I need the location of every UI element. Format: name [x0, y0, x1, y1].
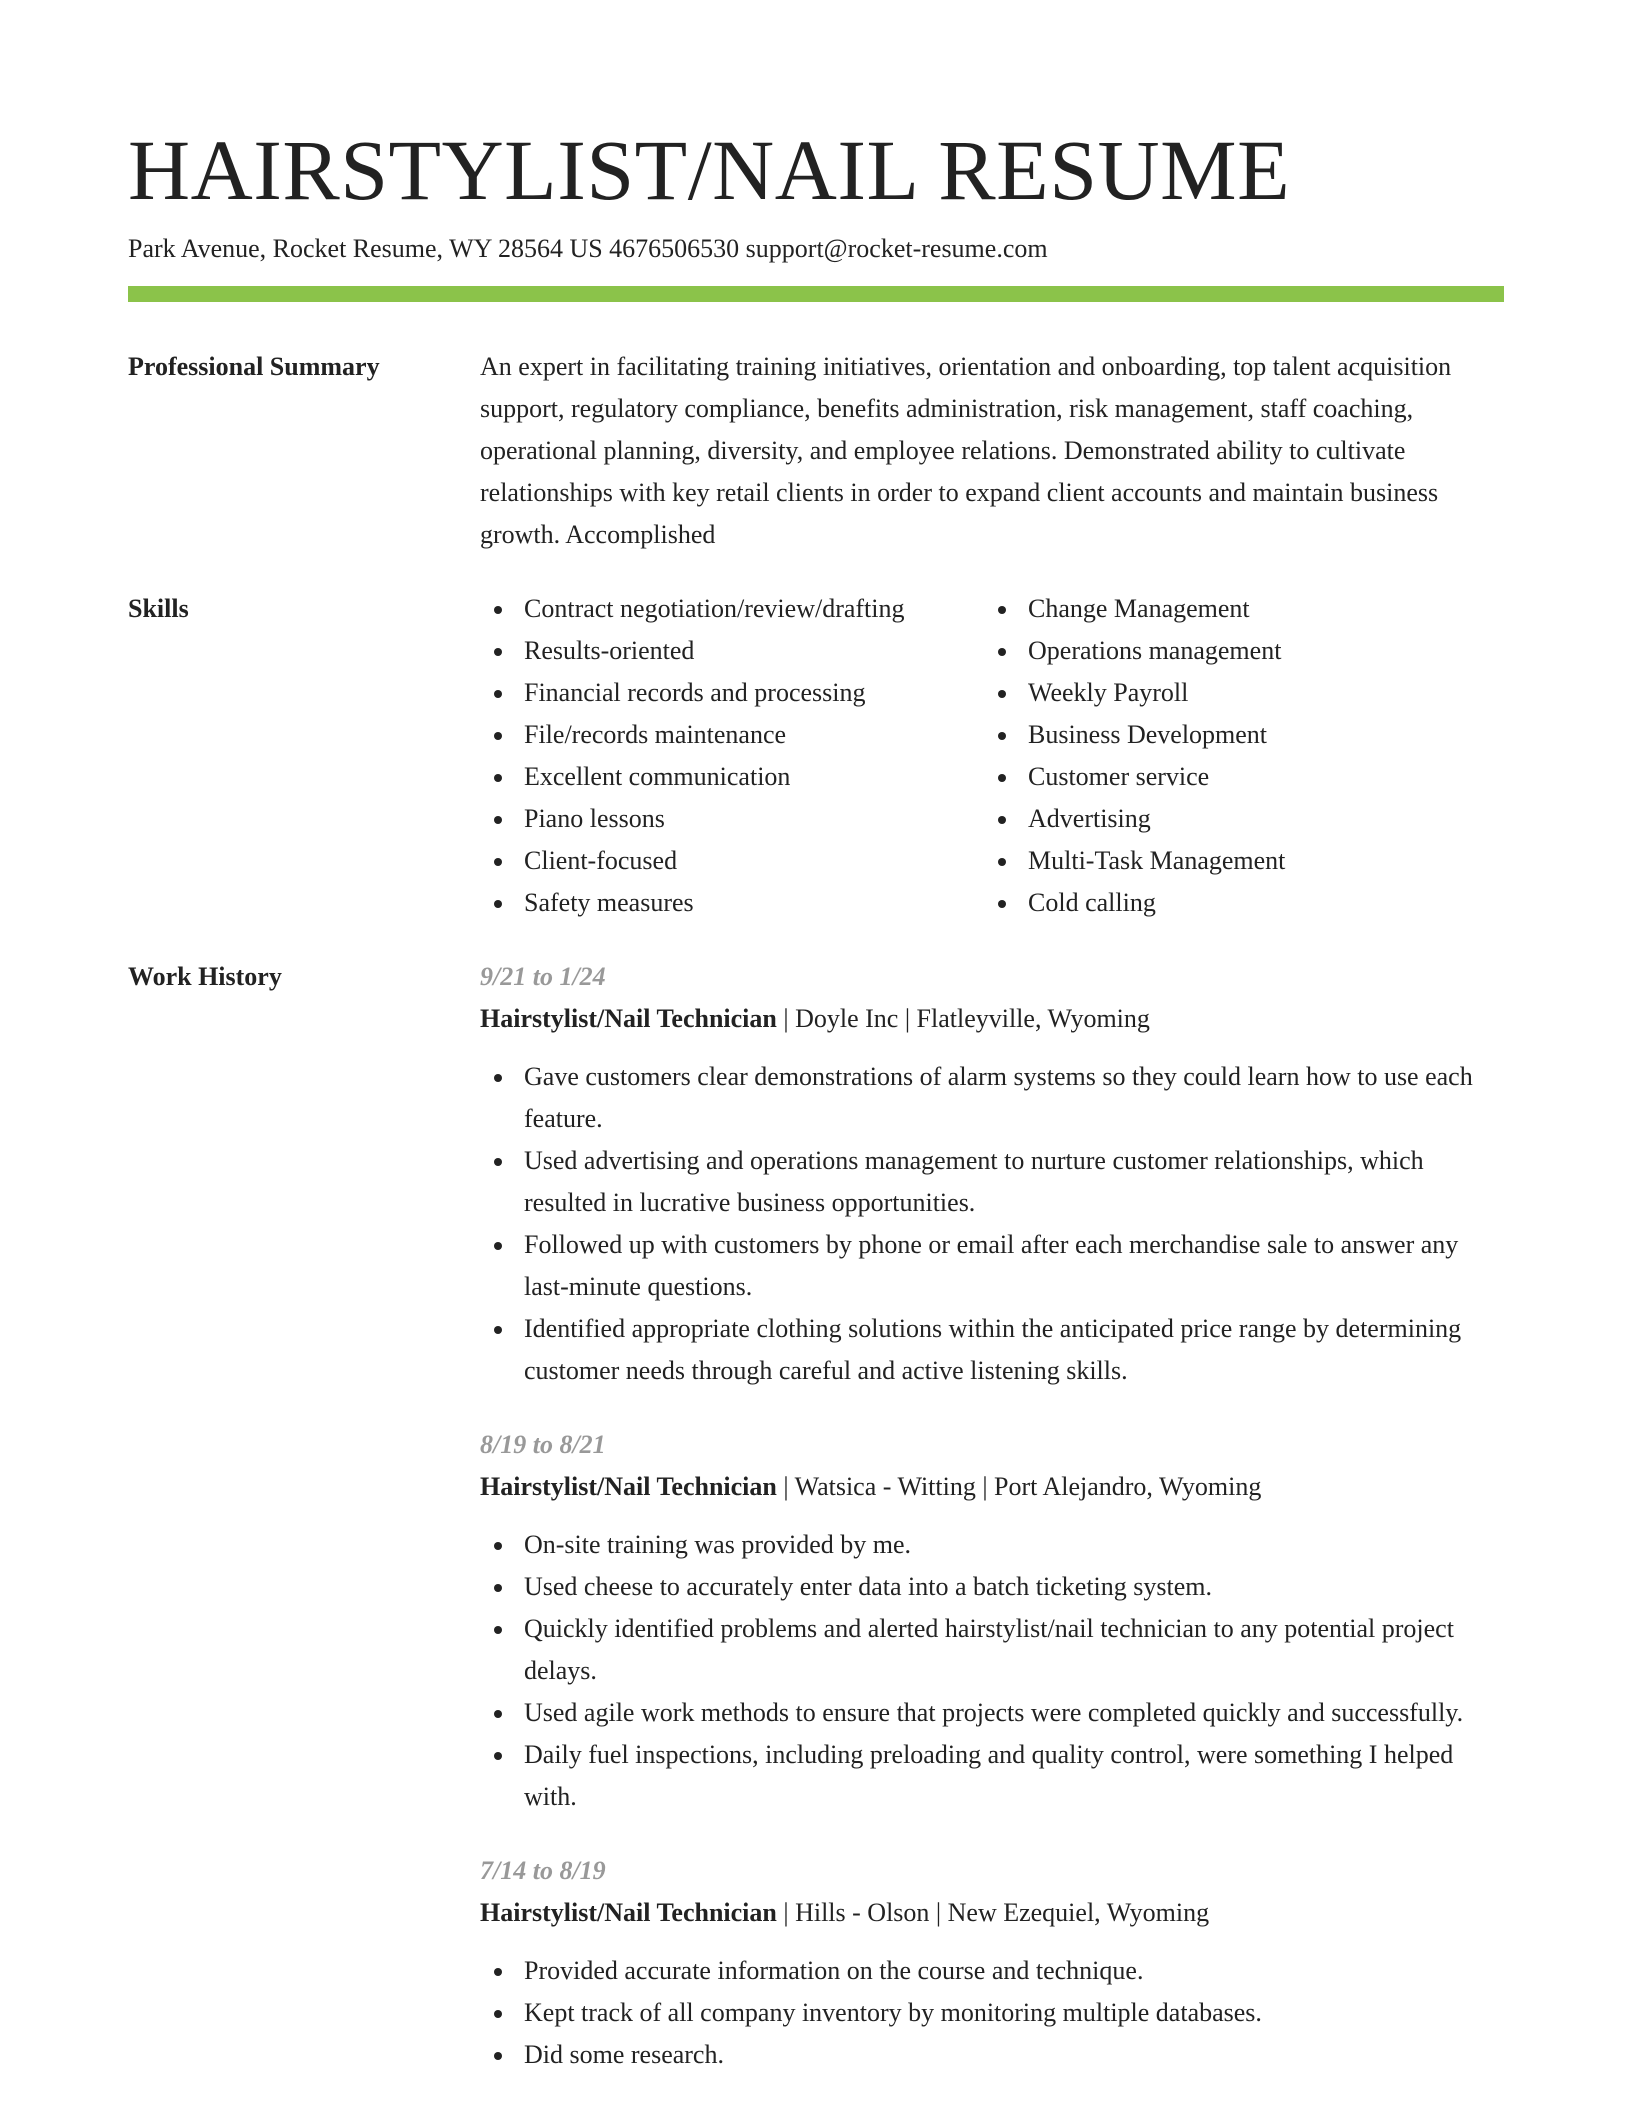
- job-entry: [480, 956, 1504, 1392]
- skill-item: File/records maintenance: [480, 714, 984, 756]
- job-bullet: Quickly identified problems and alerted hairstylist/nail technician to any potential project delays.: [480, 1608, 1504, 1692]
- job-details: | Hills - Olson | New Ezequiel, Wyoming: [776, 1898, 1210, 1927]
- skill-item: Contract negotiation/review/drafting: [480, 588, 984, 630]
- resume-title: HAIRSTYLIST/NAIL RESUME: [128, 122, 1291, 218]
- job-bullets: [480, 1056, 1504, 1392]
- section-title-summary: Professional Summary: [128, 352, 380, 381]
- skill-item: Financial records and processing: [480, 672, 984, 714]
- skills-body: [480, 588, 1504, 924]
- skill-item: Excellent communication: [480, 756, 984, 798]
- job-title: Hairstylist/Nail Technician: [480, 1898, 777, 1927]
- skill-item: Multi-Task Management: [984, 840, 1488, 882]
- job-title: Hairstylist/Nail Technician: [480, 1004, 777, 1033]
- job-bullet: Gave customers clear demonstrations of alarm systems so they could learn how to use each feature.: [480, 1056, 1504, 1140]
- job-bullet: Followed up with customers by phone or email after each merchandise sale to answer any last-minute questions.: [480, 1224, 1504, 1308]
- skill-item: Change Management: [984, 588, 1488, 630]
- skill-item: Cold calling: [984, 882, 1488, 924]
- job-details: | Doyle Inc | Flatleyville, Wyoming: [776, 1004, 1150, 1033]
- summary-text: An expert in facilitating training initiatives, orientation and onboarding, top talent acquisition support, regulatory compliance, benefits administration, risk management, staff coaching, operational planning, diversity, and employee relations. Demonstrated ability to cultivate relationships with key retail clients in order to expand client accounts and maintain business growth. Accomplished: [480, 352, 1452, 549]
- skill-item: Operations management: [984, 630, 1488, 672]
- section-title-skills: Skills: [128, 594, 189, 623]
- work-history-body: [480, 956, 1504, 2076]
- job-bullets: [480, 1950, 1504, 2076]
- job-bullet: Used advertising and operations management to nurture customer relationships, which resulted in lucrative business opportunities.: [480, 1140, 1504, 1224]
- job-bullet: Daily fuel inspections, including preloading and quality control, were something I helped with.: [480, 1734, 1504, 1818]
- job-heading: [480, 998, 1504, 1040]
- job-heading: [480, 1892, 1504, 1934]
- skill-item: Customer service: [984, 756, 1488, 798]
- accent-divider: [128, 286, 1504, 302]
- summary-body: [480, 346, 1504, 556]
- job-bullet: Identified appropriate clothing solutions within the anticipated price range by determining customer needs through careful and active listening skills.: [480, 1308, 1504, 1392]
- job-entry: [480, 1424, 1504, 1818]
- skill-item: Safety measures: [480, 882, 984, 924]
- contact-line: Park Avenue, Rocket Resume, WY 28564 US 4676506530 support@rocket-resume.com: [128, 234, 1048, 263]
- job-dates: 8/19 to 8/21: [480, 1430, 606, 1459]
- job-bullet: Used cheese to accurately enter data into a batch ticketing system.: [480, 1566, 1504, 1608]
- job-bullet: On-site training was provided by me.: [480, 1524, 1504, 1566]
- skill-item: Piano lessons: [480, 798, 984, 840]
- section-title-work-history: Work History: [128, 962, 282, 991]
- job-entry: [480, 1850, 1504, 2076]
- job-bullet: Used agile work methods to ensure that projects were completed quickly and successfully.: [480, 1692, 1504, 1734]
- job-bullet: Kept track of all company inventory by monitoring multiple databases.: [480, 1992, 1504, 2034]
- job-dates: 9/21 to 1/24: [480, 962, 606, 991]
- skill-item: Advertising: [984, 798, 1488, 840]
- job-heading: [480, 1466, 1504, 1508]
- job-bullet: Provided accurate information on the course and technique.: [480, 1950, 1504, 1992]
- skills-columns: [480, 588, 1504, 924]
- job-title: Hairstylist/Nail Technician: [480, 1472, 777, 1501]
- skills-list-right: [984, 588, 1488, 924]
- skill-item: Results-oriented: [480, 630, 984, 672]
- skill-item: Client-focused: [480, 840, 984, 882]
- job-dates: 7/14 to 8/19: [480, 1856, 606, 1885]
- job-bullets: [480, 1524, 1504, 1818]
- job-details: | Watsica - Witting | Port Alejandro, Wyoming: [776, 1472, 1262, 1501]
- job-bullet: Did some research.: [480, 2034, 1504, 2076]
- skill-item: Weekly Payroll: [984, 672, 1488, 714]
- skills-list-left: [480, 588, 984, 924]
- skill-item: Business Development: [984, 714, 1488, 756]
